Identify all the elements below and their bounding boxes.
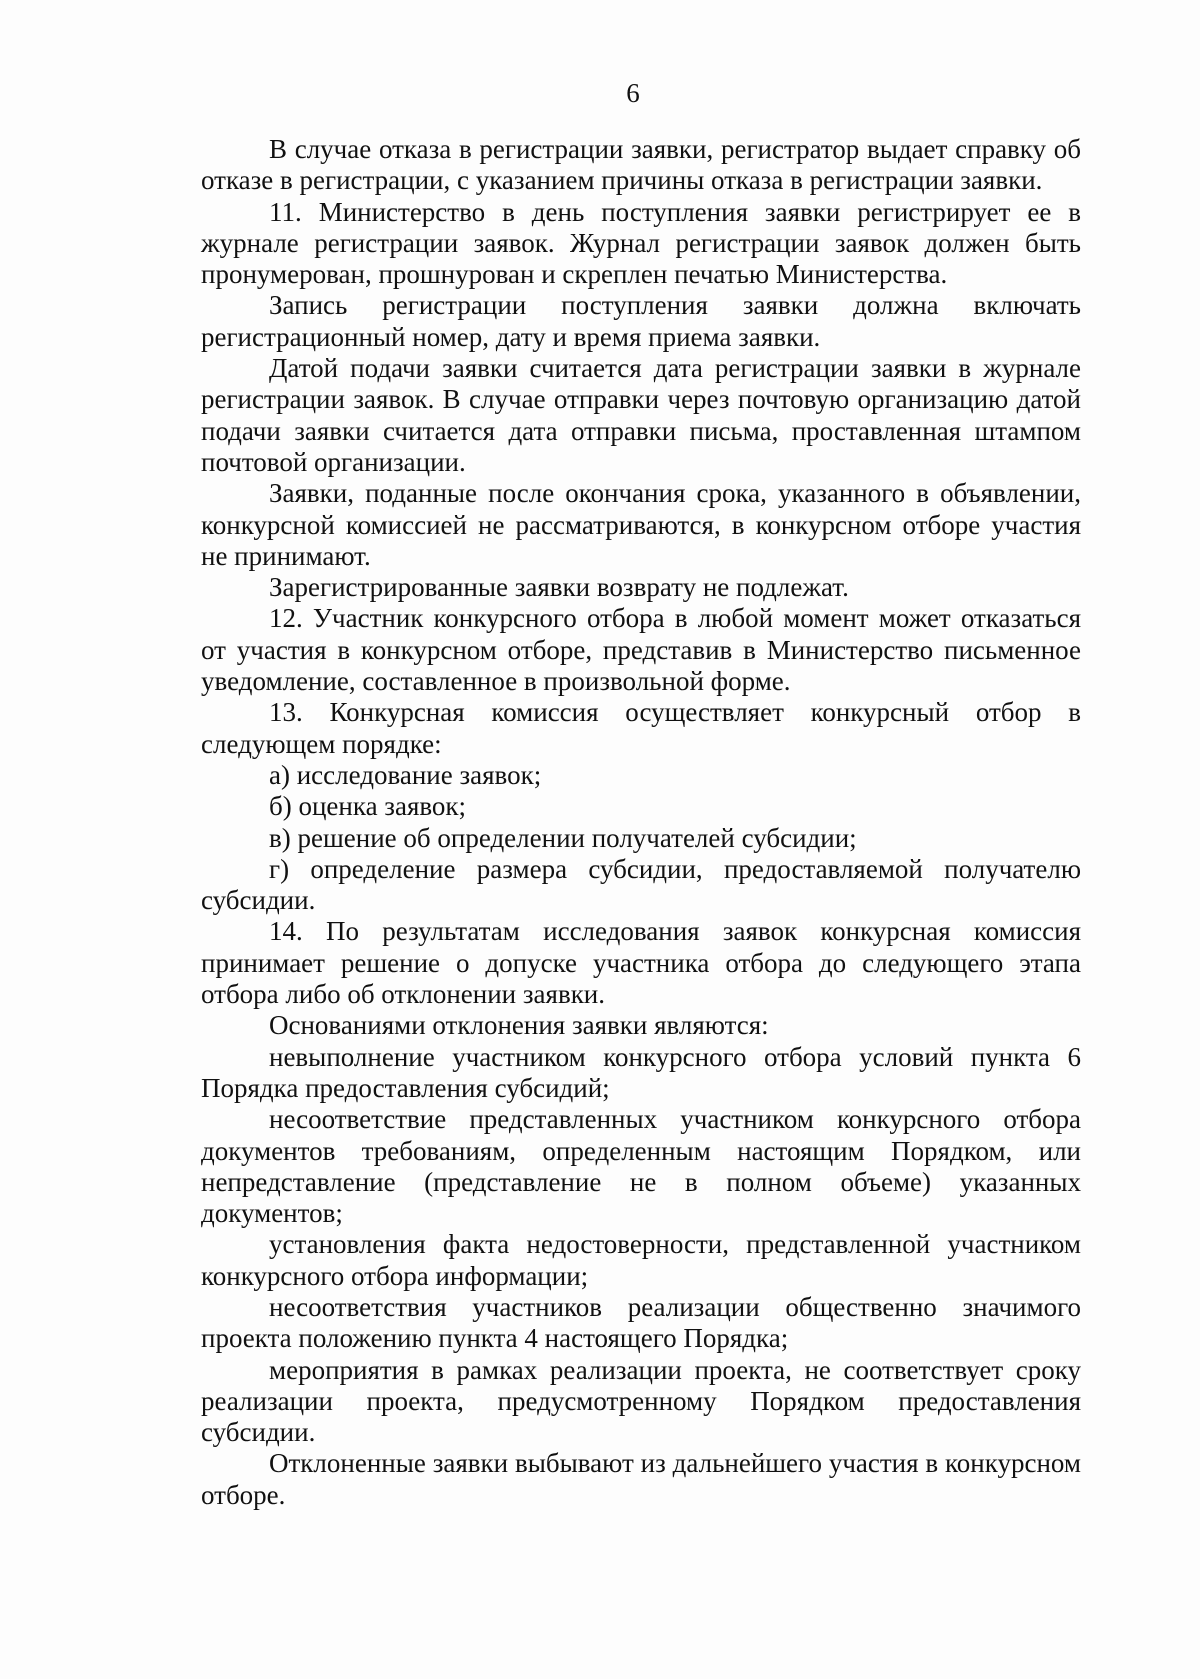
paragraph-item-13: 13. Конкурсная комиссия осуществляет конкурсный отбор в следующем порядке: [201, 697, 1081, 759]
list-item-v: в) решение об определении получателей субсидии; [269, 822, 857, 853]
document-body [201, 134, 1081, 1511]
ground-item-4: несоответствия участников реализации общественно значимого проекта положению пункта 4 настоящего Порядка; [201, 1291, 1081, 1354]
paragraph-rejection-grounds: Основаниями отклонения заявки являются: [269, 1010, 769, 1041]
paragraph-item-12: 12. Участник конкурсного отбора в любой момент может отказаться от участия в конкурсном отборе, представив в Министерство письменное уведомление, составленное в произвольной форме. [201, 603, 1081, 697]
list-item-a: а) исследование заявок; [269, 759, 542, 790]
paragraph-late-applications: Заявки, поданные после окончания срока, указанного в объявлении, конкурсной комиссией не рассматриваются, в конкурсном отборе участия не принимают. [201, 478, 1081, 571]
paragraph-refusal-certificate: В случае отказа в регистрации заявки, регистратор выдает справку об отказе в регистрации, с указанием причины отказа в регистрации заявки. [201, 134, 1081, 196]
paragraph-item-14: 14. По результатам исследования заявок конкурсная комиссия принимает решение о допуске участника отбора до следующего этапа отбора либо об отклонении заявки. [201, 916, 1081, 1010]
ground-item-1: невыполнение участником конкурсного отбора условий пункта 6 Порядка предоставления субсидий; [201, 1041, 1081, 1103]
list-item-g: г) определение размера субсидии, предоставляемой получателю субсидии. [201, 853, 1081, 916]
paragraph-no-return: Зарегистрированные заявки возврату не подлежат. [269, 572, 849, 603]
list-item-b: б) оценка заявок; [269, 791, 467, 822]
paragraph-submission-date: Датой подачи заявки считается дата регистрации заявки в журнале регистрации заявок. В случае отправки через почтовую организацию датой подачи заявки считается дата отправки письма, проставленная штампом почтовой организации. [201, 353, 1081, 477]
ground-item-5: мероприятия в рамках реализации проекта, не соответствует сроку реализации проекта, предусмотренному Порядком предоставления субсидии. [201, 1354, 1081, 1448]
ground-item-2: несоответствие представленных участником конкурсного отбора документов требованиям, определенным настоящим Порядком, или непредставление (представление не в полном объеме) указанных документов; [201, 1104, 1081, 1229]
page-number: 6 [626, 78, 640, 108]
paragraph-item-11: 11. Министерство в день поступления заявки регистрирует ее в журнале регистрации заявок. Журнал регистрации заявок должен быть пронумерован, прошнурован и скреплен печатью Министерства. [201, 196, 1081, 290]
paragraph-rejected-applications: Отклоненные заявки выбывают из дальнейшего участия в конкурсном отборе. [201, 1448, 1081, 1510]
paragraph-registration-record: Запись регистрации поступления заявки должна включать регистрационный номер, дату и время приема заявки. [201, 290, 1081, 352]
ground-item-3: установления факта недостоверности, представленной участником конкурсного отбора информации; [201, 1229, 1081, 1291]
